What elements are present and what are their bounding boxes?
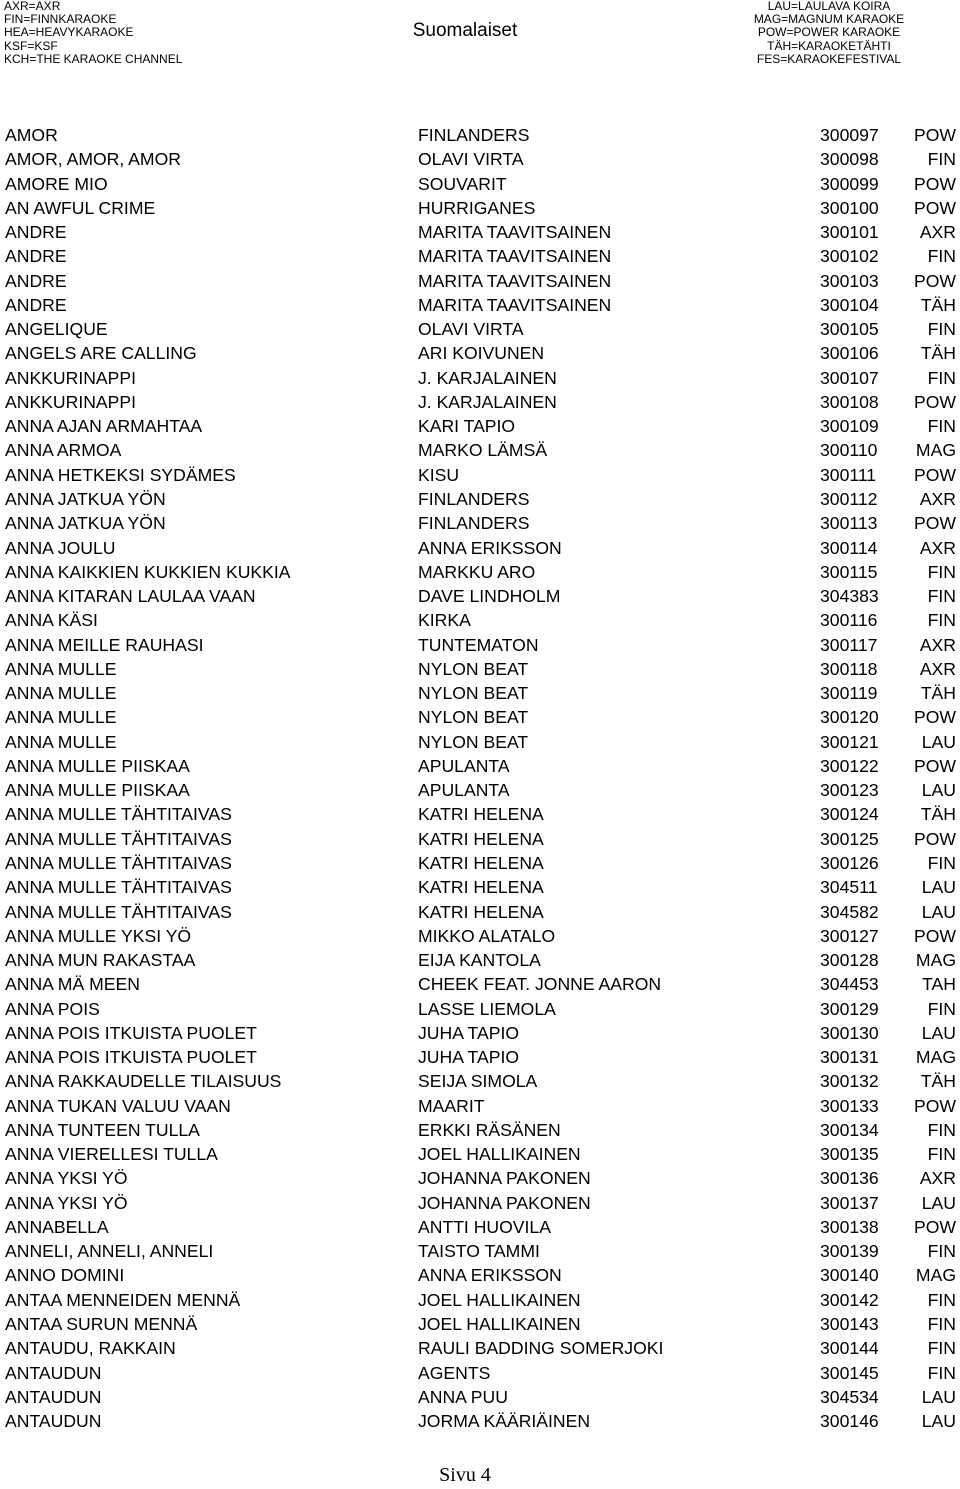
karaoke-label: TÄH — [920, 294, 956, 315]
karaoke-label: POW — [913, 828, 956, 849]
song-table — [0, 123, 960, 1433]
song-title: ANNA MULLE TÄHTITAIVAS — [5, 852, 232, 873]
song-title: ANNA KAIKKIEN KUKKIEN KUKKIA — [5, 561, 291, 582]
karaoke-label: POW — [913, 270, 956, 291]
song-code: 300137 — [820, 1192, 879, 1213]
song-title: ANGELIQUE — [5, 319, 108, 340]
song-code: 304534 — [820, 1386, 879, 1407]
karaoke-label: FIN — [927, 1144, 956, 1165]
table-row — [0, 341, 960, 365]
karaoke-label: POW — [913, 125, 956, 145]
artist-name: J. KARJALAINEN — [418, 391, 557, 412]
artist-name: APULANTA — [418, 780, 510, 801]
song-title: ANNA MULLE YKSI YÖ — [5, 925, 192, 946]
table-row — [0, 244, 960, 268]
song-title: ANTAUDU, RAKKAIN — [5, 1338, 176, 1359]
karaoke-label: FIN — [927, 1241, 956, 1262]
song-code: 300125 — [820, 828, 879, 849]
song-title: ANTAUDUN — [5, 1386, 102, 1407]
artist-name: KATRI HELENA — [418, 877, 544, 898]
table-row — [0, 317, 960, 341]
karaoke-label: POW — [913, 464, 956, 485]
artist-name: KATRI HELENA — [418, 804, 544, 825]
page-number: Sivu 4 — [439, 1464, 491, 1486]
table-row — [0, 1045, 960, 1069]
artist-name: APULANTA — [418, 755, 510, 776]
artist-name: KIRKA — [418, 610, 471, 631]
artist-name: MARITA TAAVITSAINEN — [418, 294, 612, 315]
table-row — [0, 1336, 960, 1360]
table-row — [0, 1094, 960, 1118]
song-title: ANNA ARMOA — [5, 440, 122, 461]
karaoke-label: FIN — [927, 586, 956, 607]
song-code: 300145 — [820, 1362, 879, 1383]
song-code: 300129 — [820, 998, 879, 1019]
song-code: 300135 — [820, 1144, 879, 1165]
song-code: 300107 — [820, 367, 879, 388]
artist-name: MARKO LÄMSÄ — [418, 440, 548, 461]
karaoke-label: POW — [913, 1095, 956, 1116]
table-row — [0, 269, 960, 293]
song-code: 300123 — [820, 780, 879, 801]
song-title: ANKKURINAPPI — [5, 367, 137, 388]
artist-name: KISU — [418, 464, 460, 485]
table-row — [0, 172, 960, 196]
song-title: ANNA MULLE — [5, 731, 117, 752]
karaoke-label: AXR — [919, 488, 956, 509]
karaoke-label: FIN — [927, 367, 956, 388]
song-title: ANNO DOMINI — [5, 1265, 125, 1286]
page-title: Suomalaiset — [412, 20, 518, 41]
artist-name: HURRIGANES — [418, 197, 536, 218]
artist-name: OLAVI VIRTA — [418, 149, 524, 170]
karaoke-label: AXR — [919, 1168, 956, 1189]
song-code: 300138 — [820, 1216, 879, 1237]
song-title: ANNA TUNTEEN TULLA — [5, 1119, 200, 1140]
karaoke-label: LAU — [921, 731, 956, 752]
karaoke-label: FIN — [927, 998, 956, 1019]
artist-name: FINLANDERS — [418, 125, 530, 145]
song-title: ANNA AJAN ARMAHTAA — [5, 416, 203, 437]
karaoke-label: LAU — [921, 1411, 956, 1432]
artist-name: ANNA ERIKSSON — [418, 537, 562, 558]
karaoke-label: POW — [913, 391, 956, 412]
karaoke-label: TÄH — [920, 1071, 956, 1092]
table-row — [0, 414, 960, 438]
table-row — [0, 681, 960, 705]
table-row — [0, 560, 960, 584]
karaoke-label: TÄH — [920, 804, 956, 825]
song-code: 304511 — [820, 877, 878, 898]
song-code: 300106 — [820, 343, 879, 364]
song-code: 300102 — [820, 246, 879, 267]
table-row — [0, 730, 960, 754]
song-code: 300124 — [820, 804, 879, 825]
karaoke-label: LAU — [921, 780, 956, 801]
karaoke-label: LAU — [921, 1386, 956, 1407]
table-row — [0, 1191, 960, 1215]
artist-name: JOHANNA PAKONEN — [418, 1168, 591, 1189]
table-row — [0, 536, 960, 560]
artist-name: JOEL HALLIKAINEN — [418, 1289, 581, 1310]
song-code: 300127 — [820, 925, 879, 946]
karaoke-label: FIN — [927, 416, 956, 437]
karaoke-label: MAG — [915, 1265, 956, 1286]
artist-name: ERKKI RÄSÄNEN — [418, 1119, 561, 1140]
karaoke-label: MAG — [915, 950, 956, 971]
song-code: 300099 — [820, 173, 879, 194]
song-code: 300116 — [820, 610, 878, 631]
song-code: 300126 — [820, 852, 879, 873]
song-code: 304453 — [820, 974, 879, 995]
song-title: AMOR — [5, 125, 58, 145]
artist-name: TAISTO TAMMI — [418, 1241, 540, 1262]
song-code: 300117 — [820, 634, 878, 655]
song-code: 300104 — [820, 294, 879, 315]
song-code: 300108 — [820, 391, 879, 412]
legend-entry: KCH=THE KARAOKE CHANNEL — [4, 51, 183, 66]
table-row — [0, 463, 960, 487]
song-title: ANTAUDUN — [5, 1411, 102, 1432]
song-title: ANNA MULLE — [5, 658, 117, 679]
artist-name: MARITA TAAVITSAINEN — [418, 222, 612, 243]
song-title: ANTAUDUN — [5, 1362, 102, 1383]
karaoke-label: TÄH — [920, 683, 956, 704]
artist-name: RAULI BADDING SOMERJOKI — [418, 1338, 664, 1359]
legend-entry: FIN=FINNKARAOKE — [4, 12, 117, 27]
table-row — [0, 1361, 960, 1385]
table-row — [0, 875, 960, 899]
karaoke-label: POW — [913, 173, 956, 194]
song-title: ANTAA SURUN MENNÄ — [5, 1314, 198, 1335]
artist-name: JOEL HALLIKAINEN — [418, 1144, 581, 1165]
karaoke-label: FIN — [927, 1119, 956, 1140]
legend-entry: POW=POWER KARAOKE — [757, 25, 901, 40]
artist-name: JUHA TAPIO — [418, 1047, 520, 1068]
artist-name: JOHANNA PAKONEN — [418, 1192, 591, 1213]
karaoke-label: POW — [913, 197, 956, 218]
song-title: ANNA POIS ITKUISTA PUOLET — [5, 1022, 257, 1043]
song-code: 300097 — [820, 125, 879, 145]
karaoke-label: FIN — [927, 319, 956, 340]
song-title: ANNA MULLE PIISKAA — [5, 780, 190, 801]
table-row — [0, 487, 960, 511]
song-title: ANNA MULLE PIISKAA — [5, 755, 190, 776]
karaoke-label: FIN — [927, 1314, 956, 1335]
table-row — [0, 802, 960, 826]
karaoke-label: AXR — [919, 222, 956, 243]
song-code: 300136 — [820, 1168, 879, 1189]
song-code: 304582 — [820, 901, 879, 922]
artist-name: MARITA TAAVITSAINEN — [418, 246, 612, 267]
karaoke-label: MAG — [915, 440, 956, 461]
song-title: ANNA JATKUA YÖN — [5, 488, 166, 509]
table-row — [0, 1288, 960, 1312]
song-title: ANNA MULLE — [5, 683, 117, 704]
song-code: 300143 — [820, 1314, 879, 1335]
song-title: ANNA KITARAN LAULAA VAAN — [5, 586, 256, 607]
table-row — [0, 196, 960, 220]
song-title: ANDRE — [5, 222, 67, 243]
song-title: ANNA JOULU — [5, 537, 116, 558]
song-code: 300132 — [820, 1071, 879, 1092]
artist-name: TUNTEMATON — [418, 634, 539, 655]
song-title: ANNA MEILLE RAUHASI — [5, 634, 204, 655]
song-title: ANDRE — [5, 270, 67, 291]
legend-entry: LAU=LAULAVA KOIRA — [767, 0, 891, 13]
song-title: ANNELI, ANNELI, ANNELI — [5, 1241, 214, 1262]
table-row — [0, 1239, 960, 1263]
table-row — [0, 633, 960, 657]
song-code: 300121 — [820, 731, 879, 752]
karaoke-label: MAG — [915, 1047, 956, 1068]
table-row — [0, 608, 960, 632]
song-title: ANNA MÄ MEEN — [5, 974, 140, 995]
legend-entry: KSF=KSF — [4, 38, 58, 53]
table-row — [0, 1263, 960, 1287]
song-code: 300098 — [820, 149, 879, 170]
song-title: ANNA HETKEKSI SYDÄMES — [5, 464, 236, 485]
table-row — [0, 705, 960, 729]
karaoke-label: AXR — [919, 537, 956, 558]
table-row — [0, 438, 960, 462]
song-title: ANNA POIS — [5, 998, 100, 1019]
song-title: ANNA JATKUA YÖN — [5, 513, 166, 534]
karaoke-label: TÄH — [920, 343, 956, 364]
table-row — [0, 366, 960, 390]
legend-entry: AXR=AXR — [4, 0, 61, 13]
artist-name: ARI KOIVUNEN — [418, 343, 545, 364]
artist-name: JOEL HALLIKAINEN — [418, 1314, 581, 1335]
song-title: ANNA TUKAN VALUU VAAN — [5, 1095, 231, 1116]
table-row — [0, 1166, 960, 1190]
karaoke-label: TAH — [922, 974, 956, 995]
song-code: 300103 — [820, 270, 879, 291]
table-row — [0, 851, 960, 875]
artist-name: ANNA ERIKSSON — [418, 1265, 562, 1286]
table-row — [0, 1021, 960, 1045]
song-code: 300130 — [820, 1022, 879, 1043]
song-code: 300128 — [820, 950, 879, 971]
song-code: 300131 — [820, 1047, 879, 1068]
table-row — [0, 1409, 960, 1433]
table-row — [0, 1215, 960, 1239]
artist-name: FINLANDERS — [418, 488, 530, 509]
artist-name: FINLANDERS — [418, 513, 530, 534]
song-code: 300110 — [820, 440, 878, 461]
artist-name: NYLON BEAT — [418, 658, 529, 679]
legend-entry: TÄH=KARAOKETÄHTI — [767, 38, 891, 53]
karaoke-label: FIN — [927, 1289, 956, 1310]
table-row — [0, 1312, 960, 1336]
table-row — [0, 948, 960, 972]
song-title: ANGELS ARE CALLING — [5, 343, 197, 364]
song-title: ANDRE — [5, 246, 67, 267]
legend-entry: HEA=HEAVYKARAOKE — [4, 25, 134, 40]
artist-name: MIKKO ALATALO — [418, 925, 556, 946]
artist-name: ANTTI HUOVILA — [418, 1216, 551, 1237]
song-title: ANNA MULLE TÄHTITAIVAS — [5, 828, 232, 849]
song-code: 300120 — [820, 707, 879, 728]
song-code: 300105 — [820, 319, 879, 340]
artist-name: EIJA KANTOLA — [418, 950, 541, 971]
karaoke-label: POW — [913, 513, 956, 534]
karaoke-label: FIN — [927, 561, 956, 582]
artist-name: LASSE LIEMOLA — [418, 998, 556, 1019]
artist-name: SOUVARIT — [418, 173, 507, 194]
song-code: 300142 — [820, 1289, 879, 1310]
song-title: ANKKURINAPPI — [5, 391, 137, 412]
table-row — [0, 924, 960, 948]
table-row — [0, 1385, 960, 1409]
karaoke-label: FIN — [927, 852, 956, 873]
karaoke-label: LAU — [921, 877, 956, 898]
artist-name: ANNA PUU — [418, 1386, 508, 1407]
karaoke-label: POW — [913, 1216, 956, 1237]
song-code: 300118 — [820, 658, 878, 679]
song-code: 300139 — [820, 1241, 879, 1262]
song-code: 300113 — [820, 513, 878, 534]
table-row — [0, 1118, 960, 1142]
karaoke-label: FIN — [927, 246, 956, 267]
song-code: 300114 — [820, 537, 878, 558]
song-title: ANNA POIS ITKUISTA PUOLET — [5, 1047, 257, 1068]
song-code: 300146 — [820, 1411, 879, 1432]
table-row — [0, 997, 960, 1021]
karaoke-label: FIN — [927, 149, 956, 170]
artist-name: NYLON BEAT — [418, 731, 529, 752]
table-row — [0, 657, 960, 681]
table-row — [0, 778, 960, 802]
legend-entry: MAG=MAGNUM KARAOKE — [753, 12, 905, 27]
song-title: ANTAA MENNEIDEN MENNÄ — [5, 1289, 241, 1310]
artist-name: KATRI HELENA — [418, 852, 544, 873]
song-code: 300101 — [820, 222, 879, 243]
table-row — [0, 900, 960, 924]
legend-right — [734, 0, 924, 66]
table-row — [0, 754, 960, 778]
song-title: ANNA RAKKAUDELLE TILAISUUS — [5, 1071, 282, 1092]
song-title: ANNA MULLE — [5, 707, 117, 728]
artist-name: MARITA TAAVITSAINEN — [418, 270, 612, 291]
artist-name: NYLON BEAT — [418, 683, 529, 704]
table-row — [0, 827, 960, 851]
karaoke-label: LAU — [921, 1022, 956, 1043]
song-title: ANNA YKSI YÖ — [5, 1192, 128, 1213]
artist-name: NYLON BEAT — [418, 707, 529, 728]
song-code: 300133 — [820, 1095, 879, 1116]
song-code: 300144 — [820, 1338, 879, 1359]
artist-name: JORMA KÄÄRIÄINEN — [418, 1411, 591, 1432]
table-row — [0, 220, 960, 244]
artist-name: DAVE LINDHOLM — [418, 586, 561, 607]
legend-entry: FES=KARAOKEFESTIVAL — [756, 51, 902, 66]
artist-name: KATRI HELENA — [418, 901, 544, 922]
song-title: ANNA MULLE TÄHTITAIVAS — [5, 901, 232, 922]
table-row — [0, 511, 960, 535]
song-title: ANNA KÄSI — [5, 610, 98, 631]
song-title: ANDRE — [5, 294, 67, 315]
table-row — [0, 123, 960, 147]
table-row — [0, 972, 960, 996]
table-row — [0, 1142, 960, 1166]
song-code: 300111 — [820, 464, 877, 485]
karaoke-label: FIN — [927, 610, 956, 631]
song-title: AMOR, AMOR, AMOR — [5, 149, 181, 170]
karaoke-label: POW — [913, 755, 956, 776]
table-row — [0, 293, 960, 317]
song-title: ANNA MULLE TÄHTITAIVAS — [5, 804, 232, 825]
artist-name: MARKKU ARO — [418, 561, 536, 582]
artist-name: AGENTS — [418, 1362, 491, 1383]
karaoke-label: LAU — [921, 901, 956, 922]
song-title: ANNA VIERELLESI TULLA — [5, 1144, 218, 1165]
song-code: 300115 — [820, 561, 878, 582]
artist-name: OLAVI VIRTA — [418, 319, 524, 340]
artist-name: CHEEK FEAT. JONNE AARON — [418, 974, 662, 995]
karaoke-label: AXR — [919, 634, 956, 655]
karaoke-label: POW — [913, 925, 956, 946]
table-row — [0, 147, 960, 171]
song-code: 304383 — [820, 586, 879, 607]
artist-name: KATRI HELENA — [418, 828, 544, 849]
song-title: ANNABELLA — [5, 1216, 109, 1237]
artist-name: JUHA TAPIO — [418, 1022, 520, 1043]
song-title: ANNA MULLE TÄHTITAIVAS — [5, 877, 232, 898]
artist-name: MAARIT — [418, 1095, 485, 1116]
table-row — [0, 1069, 960, 1093]
song-code: 300122 — [820, 755, 879, 776]
karaoke-label: AXR — [919, 658, 956, 679]
artist-name: KARI TAPIO — [418, 416, 516, 437]
song-code: 300119 — [820, 683, 878, 704]
artist-name: SEIJA SIMOLA — [418, 1071, 538, 1092]
table-row — [0, 390, 960, 414]
song-code: 300109 — [820, 416, 879, 437]
song-code: 300112 — [820, 488, 878, 509]
song-code: 300140 — [820, 1265, 879, 1286]
artist-name: J. KARJALAINEN — [418, 367, 557, 388]
karaoke-label: POW — [913, 707, 956, 728]
song-code: 300100 — [820, 197, 879, 218]
karaoke-label: FIN — [927, 1362, 956, 1383]
song-title: AN AWFUL CRIME — [5, 197, 156, 218]
table-row — [0, 584, 960, 608]
song-code: 300134 — [820, 1119, 879, 1140]
karaoke-label: FIN — [927, 1338, 956, 1359]
song-title: ANNA YKSI YÖ — [5, 1168, 128, 1189]
song-title: AMORE MIO — [5, 173, 108, 194]
song-title: ANNA MUN RAKASTAA — [5, 950, 196, 971]
karaoke-label: LAU — [921, 1192, 956, 1213]
